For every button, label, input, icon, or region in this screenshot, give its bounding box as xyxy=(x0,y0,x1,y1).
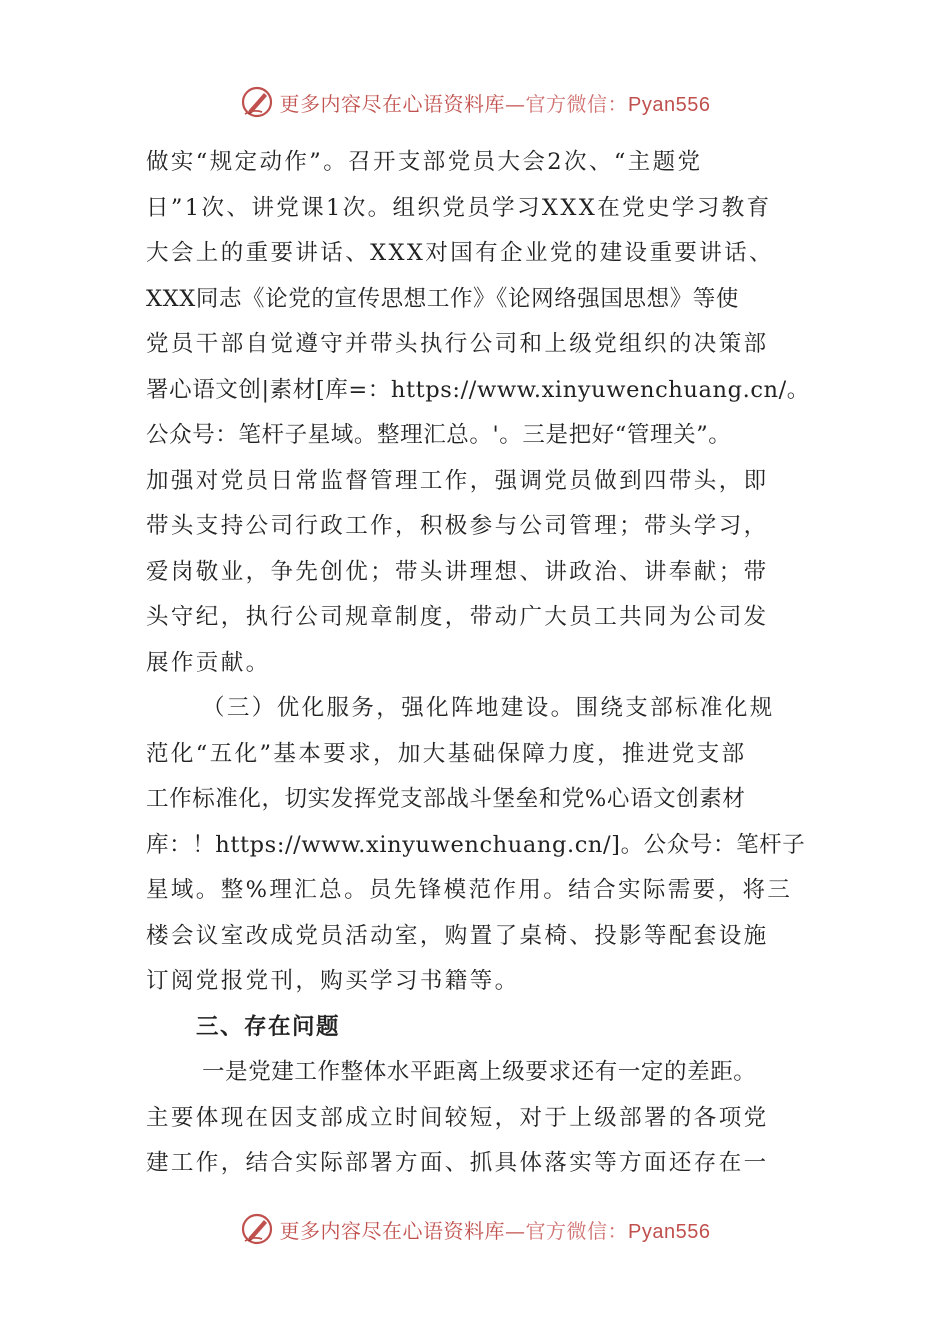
section-heading: 三、存在问题 xyxy=(196,1013,341,1040)
paragraph-line: 做实“规定动作”。召开支部党员大会2次、“主题党 xyxy=(146,149,703,175)
paragraph-line: 爱岗敬业，争先创优；带头讲理想、讲政治、讲奉献；带 xyxy=(146,558,769,585)
footer-banner-text: 更多内容尽在心语资料库—官方微信：Pyan556 xyxy=(279,1218,711,1243)
paragraph-line: XXX同志《论党的宣传思想工作》《论网络强国思想》等使 xyxy=(146,285,740,312)
pen-logo-icon xyxy=(240,1212,274,1246)
paragraph-line: 头守纪，执行公司规章制度，带动广大员工共同为公司发 xyxy=(146,604,769,630)
paragraph-line: 楼会议室改成党员活动室，购置了桌椅、投影等配套设施 xyxy=(146,922,769,949)
paragraph-line: 订阅党报党刊，购买学习书籍等。 xyxy=(146,968,520,994)
paragraph-line: 党员干部自觉遵守并带头执行公司和上级党组织的决策部 xyxy=(146,331,769,357)
paragraph-line: 展作贡献。 xyxy=(146,649,271,676)
paragraph-line: 大会上的重要讲话、XXX对国有企业党的建设重要讲话、 xyxy=(146,240,774,266)
footer-banner xyxy=(0,1209,950,1249)
paragraph-line: （三）优化服务，强化阵地建设。围绕支部标准化规 xyxy=(202,695,775,721)
paragraph-line: 加强对党员日常监督管理工作，强调党员做到四带头，即 xyxy=(146,467,769,494)
paragraph-line: 范化“五化”基本要求，加大基础保障力度，推进党支部 xyxy=(146,740,747,767)
header-banner-text: 更多内容尽在心语资料库—官方微信：Pyan556 xyxy=(279,91,711,116)
paragraph-line: 库：！https://www.xinyuwenchuang.cn/]。公众号：笔杆子 xyxy=(146,831,806,858)
paragraph-line: 主要体现在因支部成立时间较短，对于上级部署的各项党 xyxy=(146,1104,769,1131)
paragraph-line: 建工作，结合实际部署方面、抓具体落实等方面还存在一 xyxy=(146,1150,769,1176)
header-banner xyxy=(0,82,950,122)
paragraph-line: 星域。整%理汇总。员先锋模范作用。结合实际需要，将三 xyxy=(146,877,793,903)
paragraph-line: 一是党建工作整体水平距离上级要求还有一定的差距。 xyxy=(202,1059,757,1085)
paragraph-line: 工作标准化，切实发挥党支部战斗堡垒和党%心语文创素材 xyxy=(146,786,746,812)
paragraph-line: 带头支持公司行政工作，积极参与公司管理；带头学习， xyxy=(146,513,769,539)
paragraph-line: 公众号：笔杆子星域。整理汇总。'。三是把好“管理关”。 xyxy=(146,422,732,448)
paragraph-line: 日”1次、讲党课1次。组织党员学习XXX在党史学习教育 xyxy=(146,194,772,221)
document-body xyxy=(146,140,816,1187)
paragraph-line: 署心语文创|素材[库=：https://www.xinyuwenchuang.cn/。 xyxy=(146,376,810,403)
pen-logo-icon xyxy=(240,85,274,119)
